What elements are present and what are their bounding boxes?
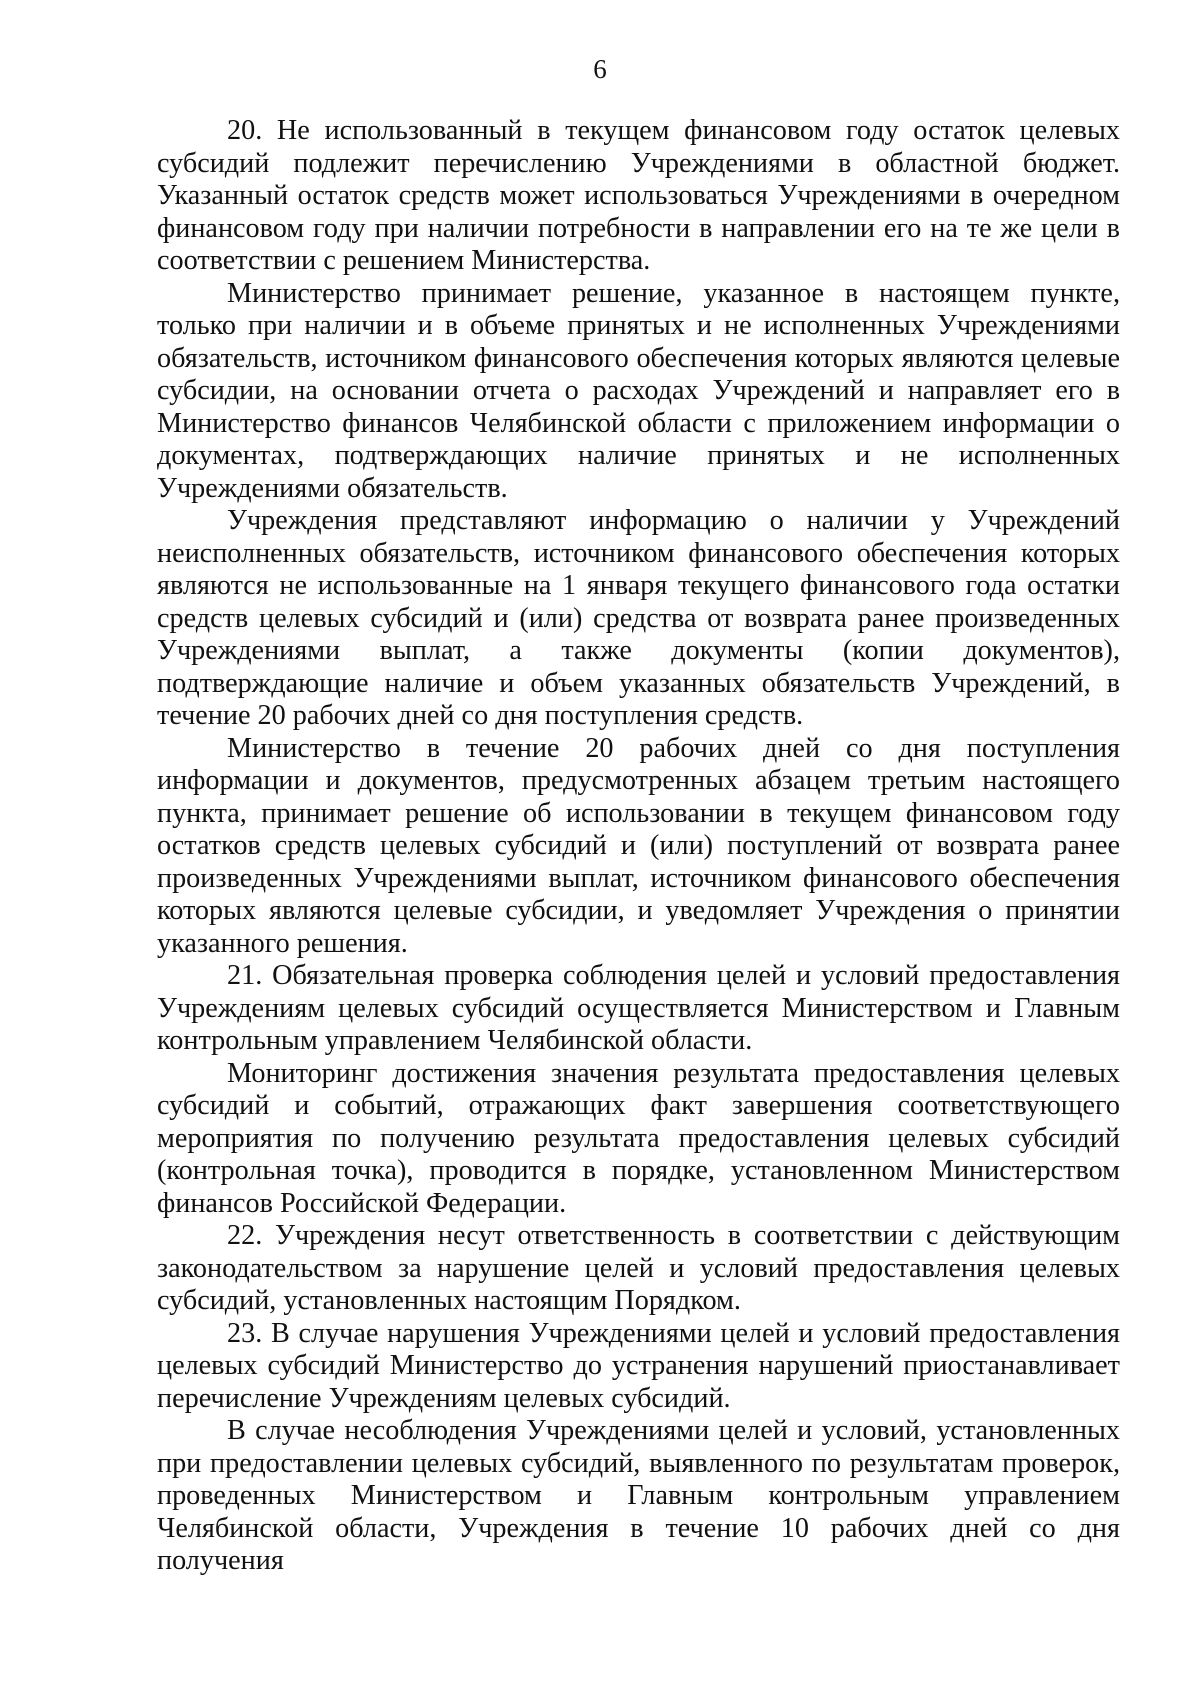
paragraph-22: 22. Учреждения несут ответственность в соответствии с действующим законодательством за нарушение целей и условий предоставления целевых субсидий, установленных настоящим Порядком. <box>157 1220 1120 1316</box>
paragraph-21: 21. Обязательная проверка соблюдения целей и условий предоставления Учреждениям целевых субсидий осуществляется Министерством и Главным контрольным управлением Челябинской области. <box>157 960 1120 1056</box>
paragraph-23: 23. В случае нарушения Учреждениями целей и условий предоставления целевых субсидий Министерство до устранения нарушений приостанавливает перечисление Учреждениям целевых субсидий. <box>157 1317 1120 1414</box>
paragraph-institutions-info: Учреждения представляют информацию о наличии у Учреждений неисполненных обязательств, источником финансового обеспечения которых являются не использованные на 1 января текущего финансового года остатки средств целевых субсидий и (или) средства от возврата ранее произведенных Учреждениями выплат, а также документы (копии документов), подтверждающие наличие и объем указанных обязательств Учреждений, в течение 20 рабочих дней со дня поступления средств. <box>157 505 1120 731</box>
document-body <box>157 115 1120 1578</box>
paragraph-monitoring: Мониторинг достижения значения результата предоставления целевых субсидий и событий, отражающих факт завершения соответствующего мероприятия по получению результата предоставления целевых субсидий (контрольная точка), проводится в порядке, установленном Министерством финансов Российской Федерации. <box>157 1057 1120 1219</box>
paragraph-20: 20. Не использованный в текущем финансовом году остаток целевых субсидий подлежит перечислению Учреждениями в областной бюджет. Указанный остаток средств может использоваться Учреждениями в очередном финансовом году при наличии потребности в направлении его на те же цели в соответствии с решением Министерства. <box>157 115 1120 276</box>
paragraph-ministry-20-days: Министерство в течение 20 рабочих дней со дня поступления информации и документов, предусмотренных абзацем третьим настоящего пункта, принимает решение об использовании в текущем финансовом году остатков средств целевых субсидий и (или) поступлений от возврата ранее произведенных Учреждениями выплат, источником финансового обеспечения которых являются целевые субсидии, и уведомляет Учреждения о принятии указанного решения. <box>157 732 1120 959</box>
paragraph-ministry-decision: Министерство принимает решение, указанное в настоящем пункте, только при наличии и в объеме принятых и не исполненных Учреждениями обязательств, источником финансового обеспечения которых являются целевые субсидии, на основании отчета о расходах Учреждений и направляет его в Министерство финансов Челябинской области с приложением информации о документах, подтверждающих наличие принятых и не исполненных Учреждениями обязательств. <box>157 277 1120 504</box>
page-number: 6 <box>593 54 607 84</box>
paragraph-non-compliance: В случае несоблюдения Учреждениями целей и условий, установленных при предоставлении целевых субсидий, выявленного по результатам проверок, проведенных Министерством и Главным контрольным управлением Челябинской области, Учреждения в течение 10 рабочих дней со дня получения <box>157 1415 1120 1576</box>
